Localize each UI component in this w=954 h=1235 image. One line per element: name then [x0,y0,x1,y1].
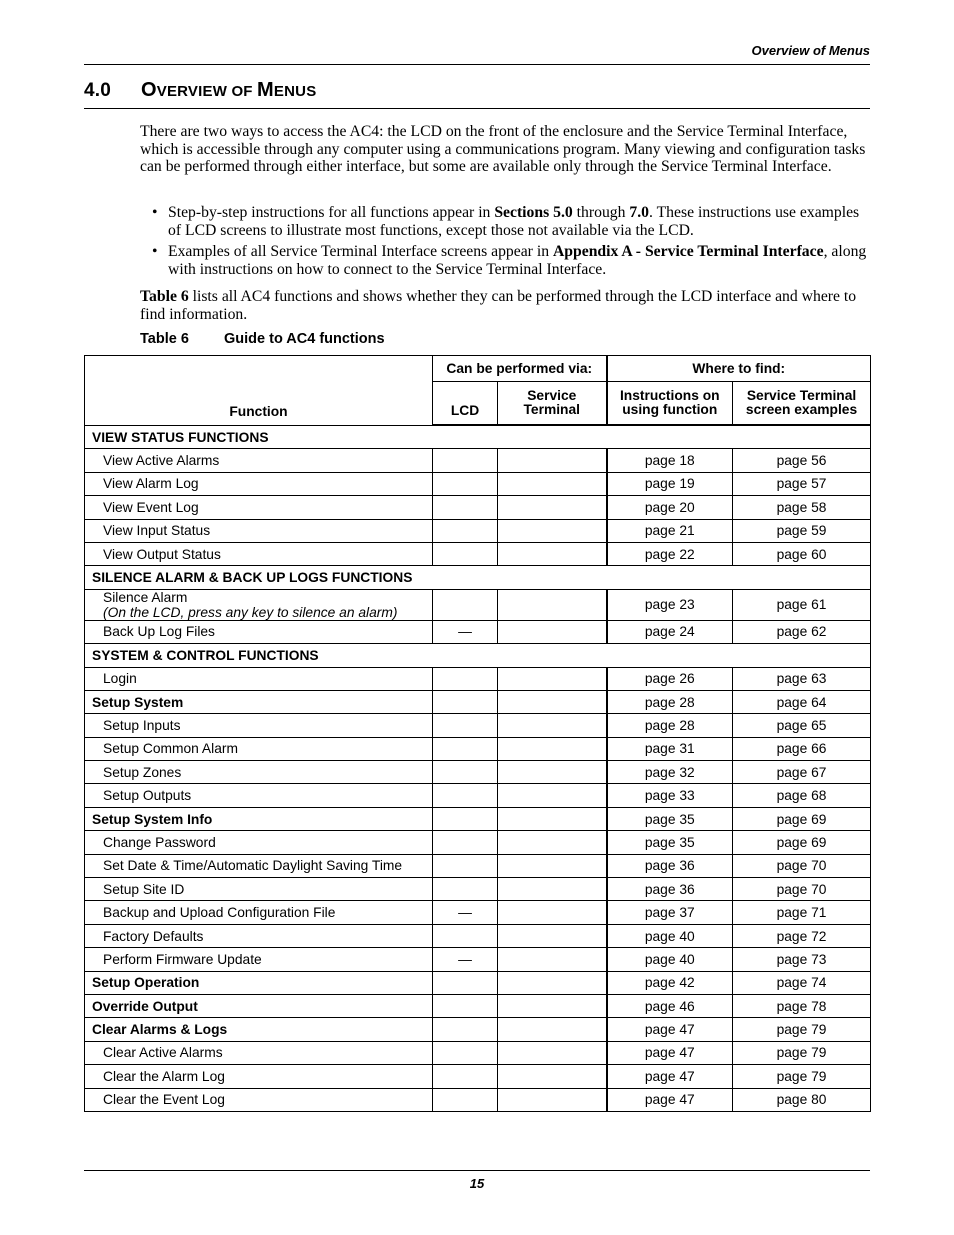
function-cell [85,519,433,542]
function-label: Clear the Event Log [103,1092,225,1108]
top-rule [84,64,870,65]
table-row [85,924,871,947]
table-group-row [85,971,871,994]
service-terminal-cell [498,449,607,472]
bullet-text: through [572,204,630,221]
instructions-page-cell: page 46 [607,994,733,1017]
section-title-part-1: VERVIEW OF [156,83,258,100]
table-row [85,1088,871,1111]
function-cell [85,496,433,519]
examples-page-cell: page 56 [733,449,871,472]
table-row [85,737,871,760]
header-function: Function [85,356,433,426]
table-row [85,784,871,807]
service-terminal-cell [498,948,607,971]
lcd-cell [433,971,498,994]
table-row [85,1041,871,1064]
table-row [85,496,871,519]
function-label: View Event Log [103,499,199,515]
function-cell [85,714,433,737]
table-section-row [85,425,871,449]
section-number: 4.0 [84,80,112,101]
lcd-cell [433,472,498,495]
bullet-text: , along with instructions on how to connect to the Service Terminal Interface. [168,243,867,279]
header-service-terminal: Service Terminal [498,382,607,426]
instructions-page-cell: page 24 [607,620,733,643]
examples-page-cell: page 62 [733,620,871,643]
lcd-cell [433,761,498,784]
examples-page-cell: page 79 [733,1018,871,1041]
running-header: Overview of Menus [751,43,870,58]
examples-page-cell: page 69 [733,831,871,854]
function-label: Setup Outputs [103,788,192,804]
table-row [85,589,871,620]
function-cell [85,901,433,924]
lcd-cell: — [433,620,498,643]
service-terminal-cell [498,542,607,565]
section-label: SILENCE ALARM & BACK UP LOGS FUNCTIONS [85,566,871,589]
function-cell [85,1065,433,1088]
page-number: 15 [469,1176,485,1191]
service-terminal-cell [498,589,607,620]
service-terminal-cell [498,667,607,690]
service-terminal-cell [498,1065,607,1088]
instructions-page-cell: page 33 [607,784,733,807]
service-terminal-cell [498,878,607,901]
examples-page-cell: page 65 [733,714,871,737]
lcd-cell [433,878,498,901]
table-group-row [85,690,871,713]
table-group-row [85,1018,871,1041]
function-label: Factory Defaults [103,928,204,944]
function-label: Set Date & Time/Automatic Daylight Saving Time [103,858,403,874]
section-title-initial-m: M [257,79,274,101]
lcd-cell [433,1018,498,1041]
table-row [85,714,871,737]
lcd-cell [433,831,498,854]
examples-page-cell: page 69 [733,807,871,830]
service-terminal-cell [498,620,607,643]
instructions-page-cell: page 20 [607,496,733,519]
function-label: View Input Status [103,523,211,539]
table-caption-label: Table 6 [140,331,189,347]
examples-page-cell: page 61 [733,589,871,620]
lcd-cell [433,1065,498,1088]
instructions-page-cell: page 42 [607,971,733,994]
function-cell [85,878,433,901]
instructions-page-cell: page 18 [607,449,733,472]
function-label: Login [103,671,137,687]
lcd-cell [433,589,498,620]
function-label: Perform Firmware Update [103,951,262,967]
table-row [85,620,871,643]
header-performed-via: Can be performed via: [433,356,607,382]
examples-page-cell: page 70 [733,854,871,877]
examples-page-cell: page 68 [733,784,871,807]
function-label: Clear the Alarm Log [103,1068,225,1084]
function-label: Setup System [92,694,184,710]
function-label: Setup Operation [92,975,200,991]
section-label: SYSTEM & CONTROL FUNCTIONS [85,644,871,667]
instructions-page-cell: page 40 [607,948,733,971]
table-row [85,854,871,877]
function-cell [85,589,433,620]
lcd-cell [433,807,498,830]
function-label: Clear Active Alarms [103,1045,223,1061]
lcd-cell [433,542,498,565]
table-caption [140,331,385,347]
bullet-list [140,204,870,283]
table-row [85,1065,871,1088]
bullet-ref-sections: Sections 5.0 [494,204,573,221]
function-cell [85,542,433,565]
instructions-page-cell: page 47 [607,1018,733,1041]
examples-page-cell: page 58 [733,496,871,519]
instructions-page-cell: page 32 [607,761,733,784]
section-heading [84,79,316,102]
lcd-cell [433,519,498,542]
function-cell [85,1018,433,1041]
instructions-page-cell: page 31 [607,737,733,760]
lcd-cell [433,1088,498,1111]
function-cell [85,472,433,495]
table-group-row [85,807,871,830]
service-terminal-cell [498,496,607,519]
lcd-cell [433,690,498,713]
header-screen-examples: Service Terminal screen examples [733,382,871,426]
table-ref-label: Table 6 [140,288,189,305]
table-row [85,878,871,901]
examples-page-cell: page 67 [733,761,871,784]
function-label: Setup Zones [103,764,182,780]
function-label: Setup Site ID [103,881,185,897]
function-label: View Alarm Log [103,476,199,492]
examples-page-cell: page 80 [733,1088,871,1111]
service-terminal-cell [498,854,607,877]
examples-page-cell: page 66 [733,737,871,760]
instructions-page-cell: page 36 [607,854,733,877]
intro-paragraph: There are two ways to access the AC4: the LCD on the front of the enclosure and the Service Terminal Interface, which is accessible through any computer using a communications program. Many viewing and configuration tasks can be performed through either interface, but some are available only through the Service Terminal Interface. [140,123,866,176]
instructions-page-cell: page 47 [607,1088,733,1111]
table-row [85,948,871,971]
lcd-cell [433,714,498,737]
section-label: VIEW STATUS FUNCTIONS [85,425,871,449]
examples-page-cell: page 64 [733,690,871,713]
instructions-page-cell: page 35 [607,831,733,854]
examples-page-cell: page 78 [733,994,871,1017]
instructions-page-cell: page 47 [607,1041,733,1064]
instructions-page-cell: page 23 [607,589,733,620]
table-group-row [85,994,871,1017]
instructions-page-cell: page 37 [607,901,733,924]
examples-page-cell: page 79 [733,1065,871,1088]
header-instructions: Instructions on using function [607,382,733,426]
table-row [85,831,871,854]
function-label: View Output Status [103,546,221,562]
function-note: (On the LCD, press any key to silence an alarm) [103,604,398,620]
service-terminal-cell [498,1018,607,1041]
function-label: Setup System Info [92,811,213,827]
lcd-cell [433,737,498,760]
service-terminal-cell [498,1088,607,1111]
bullet-marker: • [152,204,158,221]
service-terminal-cell [498,519,607,542]
bullet-ref-section: 7.0 [629,204,650,221]
examples-page-cell: page 73 [733,948,871,971]
lcd-cell [433,1041,498,1064]
table-row [85,449,871,472]
service-terminal-cell [498,784,607,807]
function-cell [85,994,433,1017]
function-label: Change Password [103,834,216,850]
lcd-cell [433,784,498,807]
table-row [85,901,871,924]
instructions-page-cell: page 19 [607,472,733,495]
service-terminal-cell [498,1041,607,1064]
function-cell [85,854,433,877]
lcd-cell [433,994,498,1017]
function-cell [85,948,433,971]
bullet-marker: • [152,243,158,261]
service-terminal-cell [498,761,607,784]
function-cell [85,784,433,807]
examples-page-cell: page 63 [733,667,871,690]
header-lcd: LCD [433,382,498,426]
instructions-page-cell: page 47 [607,1065,733,1088]
function-cell [85,1041,433,1064]
bullet-item [140,243,870,278]
function-label: Backup and Upload Configuration File [103,905,336,921]
examples-page-cell: page 59 [733,519,871,542]
lcd-cell [433,667,498,690]
instructions-page-cell: page 22 [607,542,733,565]
instructions-page-cell: page 40 [607,924,733,947]
function-label: Setup Inputs [103,717,181,733]
examples-page-cell: page 79 [733,1041,871,1064]
table-section-row [85,644,871,667]
instructions-page-cell: page 21 [607,519,733,542]
table-reference-paragraph [140,288,870,323]
examples-page-cell: page 72 [733,924,871,947]
service-terminal-cell [498,714,607,737]
function-label: Clear Alarms & Logs [92,1022,228,1038]
examples-page-cell: page 70 [733,878,871,901]
table-body [85,425,871,1111]
service-terminal-cell [498,831,607,854]
lcd-cell [433,854,498,877]
service-terminal-cell [498,901,607,924]
function-cell [85,1088,433,1111]
service-terminal-cell [498,994,607,1017]
lcd-cell [433,496,498,519]
table-row [85,519,871,542]
function-cell [85,831,433,854]
function-cell [85,737,433,760]
function-cell [85,449,433,472]
table-row [85,472,871,495]
function-label: Override Output [92,998,198,1014]
service-terminal-cell [498,690,607,713]
service-terminal-cell [498,737,607,760]
table-row [85,667,871,690]
header-where-to-find: Where to find: [607,356,871,382]
function-cell [85,667,433,690]
section-title-initial-o: O [141,79,157,101]
table-row [85,761,871,784]
function-cell [85,924,433,947]
function-label: View Active Alarms [103,453,220,469]
bullet-item [140,204,870,239]
table-ref-text: lists all AC4 functions and shows whether they can be performed through the LCD interface and where to find information. [140,288,857,323]
bullet-ref-appendix: Appendix A - Service Terminal Interface [552,243,824,261]
examples-page-cell: page 57 [733,472,871,495]
function-cell [85,971,433,994]
service-terminal-cell [498,971,607,994]
instructions-page-cell: page 28 [607,714,733,737]
bullet-text: Step-by-step instructions for all functions appear in [168,204,495,221]
function-cell [85,761,433,784]
instructions-page-cell: page 35 [607,807,733,830]
lcd-cell: — [433,901,498,924]
table-section-row [85,566,871,589]
lcd-cell: — [433,948,498,971]
bottom-rule [84,1170,870,1171]
function-label: Silence Alarm [103,589,188,605]
function-label: Setup Common Alarm [103,741,238,757]
heading-rule [84,108,870,109]
service-terminal-cell [498,807,607,830]
function-cell [85,690,433,713]
section-title-part-2: ENUS [273,83,317,100]
lcd-cell [433,924,498,947]
function-cell [85,807,433,830]
bullet-text: Examples of all Service Terminal Interface screens appear in [168,243,553,261]
lcd-cell [433,449,498,472]
instructions-page-cell: page 36 [607,878,733,901]
function-label: Back Up Log Files [103,624,215,640]
instructions-page-cell: page 26 [607,667,733,690]
examples-page-cell: page 71 [733,901,871,924]
examples-page-cell: page 60 [733,542,871,565]
examples-page-cell: page 74 [733,971,871,994]
function-cell [85,620,433,643]
functions-table [84,355,871,1112]
service-terminal-cell [498,924,607,947]
table-caption-title: Guide to AC4 functions [224,331,385,347]
bullet-text: . These instructions use examples of LCD screens to illustrate most functions, except those not available via the LCD. [168,204,860,239]
instructions-page-cell: page 28 [607,690,733,713]
service-terminal-cell [498,472,607,495]
table-row [85,542,871,565]
